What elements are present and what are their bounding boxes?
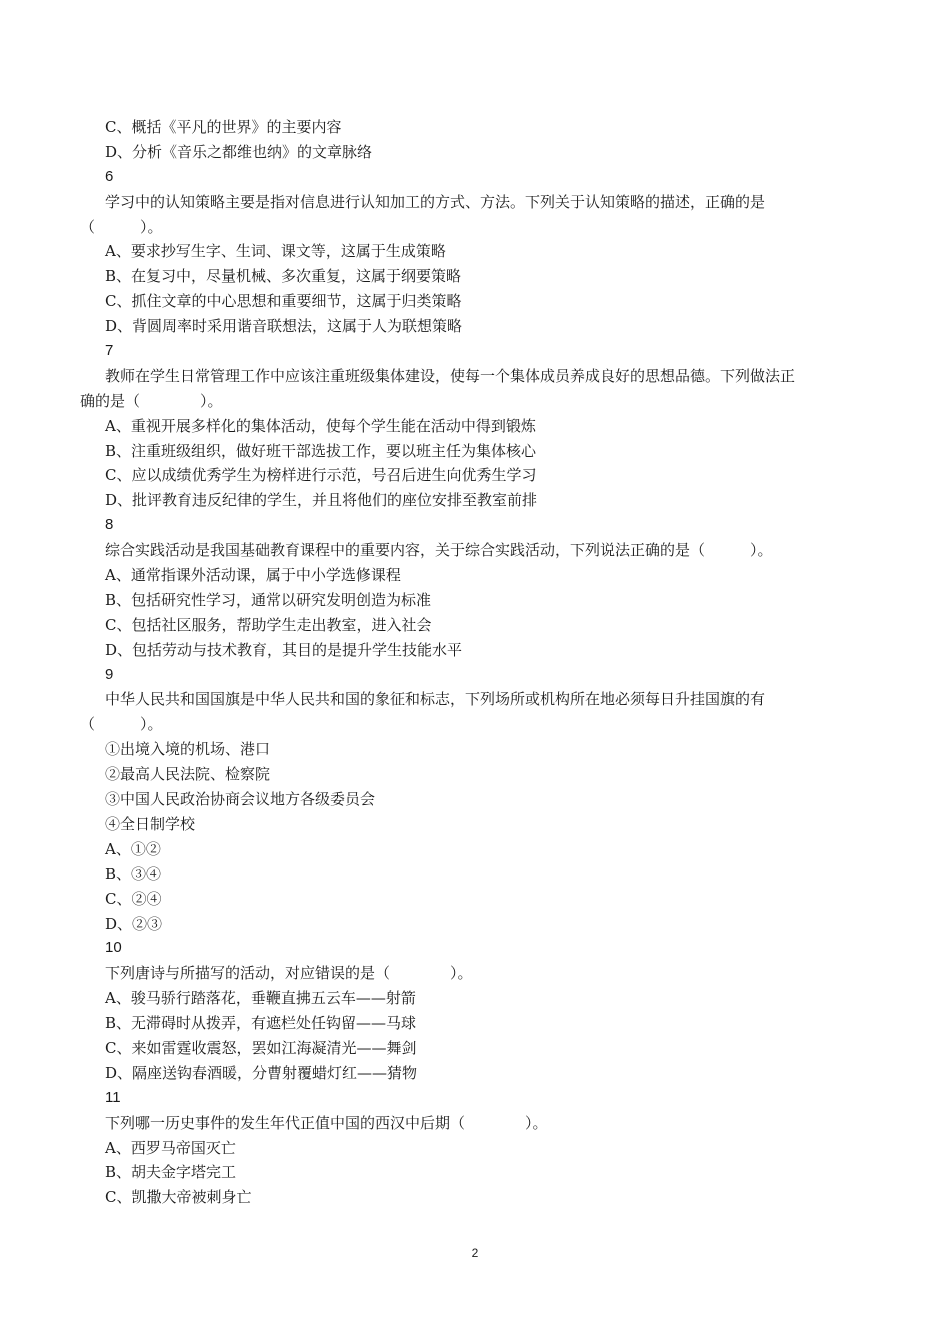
text-line: C、凯撒大帝被刺身亡: [105, 1188, 252, 1207]
text-line: A、西罗马帝国灭亡: [105, 1138, 236, 1157]
text-line: A、要求抄写生字、生词、课文等，这属于生成策略: [105, 242, 446, 261]
text-line: 确的是（ ）。: [80, 391, 223, 410]
text-line: （ ）。: [80, 217, 163, 236]
page-number: 2: [471, 1246, 479, 1260]
text-line: 下列哪一历史事件的发生年代正值中国的西汉中后期（ ）。: [105, 1113, 548, 1132]
text-line: 综合实践活动是我国基础教育课程中的重要内容，关于综合实践活动，下列说法正确的是（ ）。: [105, 541, 773, 560]
text-line: A、通常指课外活动课，属于中小学选修课程: [105, 566, 401, 585]
text-line: D、分析《音乐之都维也纳》的文章脉络: [105, 142, 373, 161]
text-line: C、来如雷霆收震怒，罢如江海凝清光——舞剑: [105, 1038, 417, 1057]
text-line: A、重视开展多样化的集体活动，使每个学生能在活动中得到锻炼: [105, 416, 536, 435]
question-number: 11: [105, 1088, 121, 1106]
text-line: C、②④: [105, 889, 162, 908]
text-line: （ ）。: [80, 715, 163, 734]
question-number: 9: [105, 665, 114, 683]
text-line: 学习中的认知策略主要是指对信息进行认知加工的方式、方法。下列关于认知策略的描述，正确的是: [105, 192, 766, 211]
text-line: ②最高人民法院、检察院: [105, 765, 271, 784]
text-line: D、背圆周率时采用谐音联想法，这属于人为联想策略: [105, 317, 463, 336]
text-line: D、批评教育违反纪律的学生，并且将他们的座位安排至教室前排: [105, 491, 538, 510]
text-line: C、包括社区服务，帮助学生走出教室，进入社会: [105, 615, 432, 634]
text-line: C、应以成绩优秀学生为榜样进行示范，号召后进生向优秀生学习: [105, 466, 537, 485]
text-line: B、在复习中，尽量机械、多次重复，这属于纲要策略: [105, 267, 462, 286]
text-line: ④全日制学校: [105, 814, 196, 833]
text-line: A、①②: [105, 839, 161, 858]
text-line: B、注重班级组织，做好班干部选拔工作，要以班主任为集体核心: [105, 441, 537, 460]
question-content: [80, 115, 880, 1210]
text-line: B、无滞碍时从拨弄，有遮栏处任钩留——马球: [105, 1014, 417, 1033]
text-line: C、抓住文章的中心思想和重要细节，这属于归类策略: [105, 292, 462, 311]
question-number: 8: [105, 516, 114, 534]
text-line: 中华人民共和国国旗是中华人民共和国的象征和标志，下列场所或机构所在地必须每日升挂国旗的有: [105, 690, 766, 709]
text-line: D、包括劳动与技术教育，其目的是提升学生技能水平: [105, 640, 463, 659]
question-number: 7: [105, 342, 114, 360]
text-line: B、包括研究性学习，通常以研究发明创造为标准: [105, 590, 432, 609]
text-line: B、胡夫金字塔完工: [105, 1163, 237, 1182]
text-line: A、骏马骄行踏落花，垂鞭直拂五云车——射箭: [105, 989, 416, 1008]
text-line: ③中国人民政治协商会议地方各级委员会: [105, 790, 376, 809]
question-number: 6: [105, 167, 114, 185]
text-line: ①出境入境的机场、港口: [105, 740, 271, 759]
text-line: 下列唐诗与所描写的活动，对应错误的是（ ）。: [105, 964, 473, 983]
text-line: C、概括《平凡的世界》的主要内容: [105, 118, 342, 136]
text-line: D、隔座送钩春酒暖，分曹射覆蜡灯红——猜物: [105, 1063, 418, 1082]
text-line: B、③④: [105, 864, 162, 883]
text-line: D、②③: [105, 914, 163, 933]
text-line: 教师在学生日常管理工作中应该注重班级集体建设，使每一个集体成员养成良好的思想品德。下列做法正: [105, 366, 796, 385]
question-number: 10: [105, 939, 122, 957]
